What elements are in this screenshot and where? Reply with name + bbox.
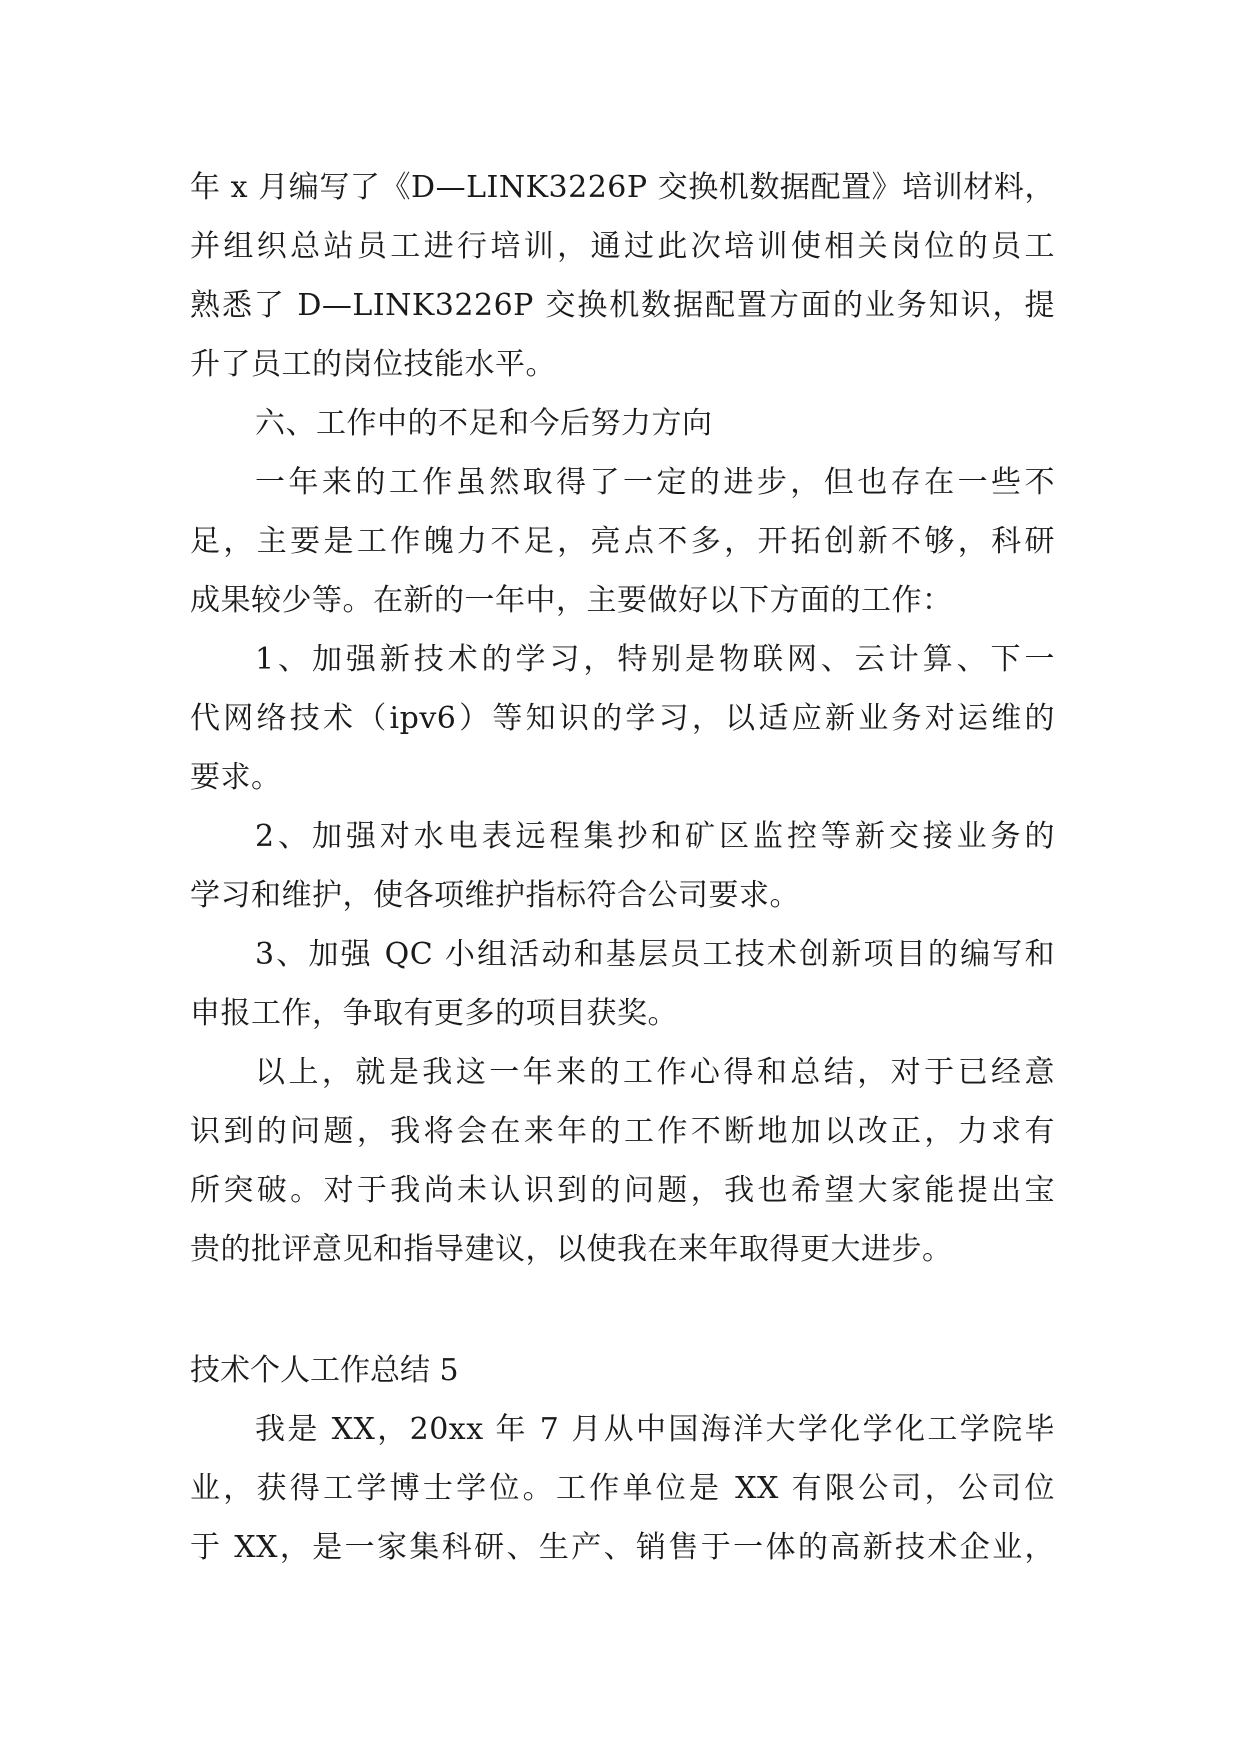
paragraph-line: 升了员工的岗位技能水平。 bbox=[190, 347, 556, 382]
list-item-line: 3、加强 QC 小组活动和基层员工技术创新项目的编写和 bbox=[255, 937, 1055, 972]
paragraph-line: 成果较少等。在新的一年中，主要做好以下方面的工作： bbox=[190, 583, 953, 618]
section-gap bbox=[190, 1279, 1055, 1341]
section-title: 技术个人工作总结 5 bbox=[190, 1353, 459, 1388]
paragraph-line: 于 XX，是一家集科研、生产、销售于一体的高新技术企业， bbox=[190, 1530, 1055, 1565]
paragraph-line: 识到的问题，我将会在来年的工作不断地加以改正，力求有 bbox=[190, 1114, 1055, 1149]
list-item-line: 要求。 bbox=[190, 760, 282, 795]
paragraph-line: 所突破。对于我尚未认识到的问题，我也希望大家能提出宝 bbox=[190, 1173, 1055, 1208]
paragraph-line: 我是 XX，20xx 年 7 月从中国海洋大学化学化工学院毕 bbox=[255, 1412, 1055, 1447]
list-item-line: 1、加强新技术的学习，特别是物联网、云计算、下一 bbox=[255, 642, 1055, 677]
list-item-line: 申报工作，争取有更多的项目获奖。 bbox=[190, 996, 678, 1031]
paragraph-line: 贵的批评意见和指导建议，以使我在来年取得更大进步。 bbox=[190, 1232, 953, 1267]
list-item-line: 代网络技术（ipv6）等知识的学习，以适应新业务对运维的 bbox=[190, 701, 1055, 736]
list-item-line: 学习和维护，使各项维护指标符合公司要求。 bbox=[190, 878, 800, 913]
paragraph-line: 一年来的工作虽然取得了一定的进步，但也存在一些不 bbox=[255, 465, 1055, 500]
document-body bbox=[190, 158, 1055, 1577]
paragraph-line: 以上，就是我这一年来的工作心得和总结，对于已经意 bbox=[255, 1055, 1055, 1090]
paragraph-line: 业，获得工学博士学位。工作单位是 XX 有限公司，公司位 bbox=[190, 1471, 1055, 1506]
paragraph-line: 熟悉了 D—LINK3226P 交换机数据配置方面的业务知识，提 bbox=[190, 288, 1055, 323]
paragraph-line: 年 x 月编写了《D—LINK3226P 交换机数据配置》培训材料， bbox=[190, 170, 1055, 205]
paragraph-line: 并组织总站员工进行培训，通过此次培训使相关岗位的员工 bbox=[190, 229, 1055, 264]
paragraph-line: 足，主要是工作魄力不足，亮点不多，开拓创新不够，科研 bbox=[190, 524, 1055, 559]
list-item-line: 2、加强对水电表远程集抄和矿区监控等新交接业务的 bbox=[255, 819, 1055, 854]
section-heading: 六、工作中的不足和今后努力方向 bbox=[255, 406, 713, 441]
